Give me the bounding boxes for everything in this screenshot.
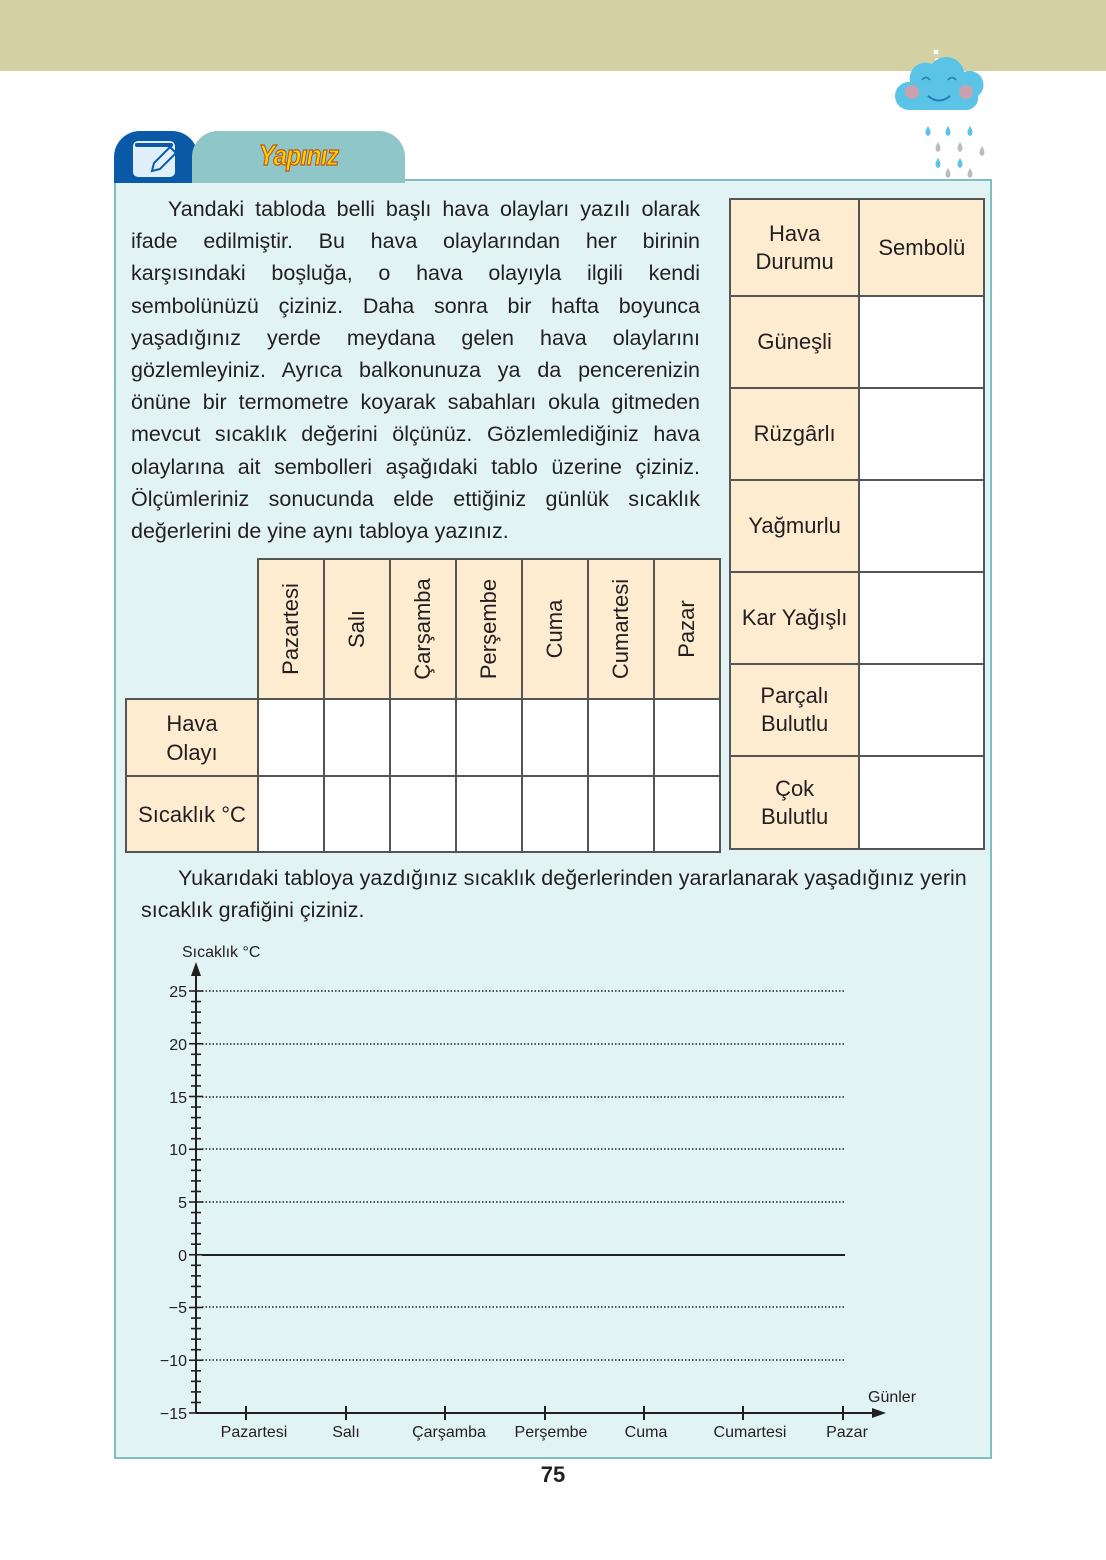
graph-instructions: Yukarıdaki tabloya yazdığınız sıcaklık değerlerinden yararlanarak yaşadığınız yerin sıcaklık grafiğini çiziniz. [141,866,967,922]
y-tick-label: 5 [178,1195,187,1212]
symbol-cell[interactable] [859,572,984,664]
temperature-cell[interactable] [588,776,654,852]
symbol-cell[interactable] [859,388,984,480]
weather-symbol-table [729,198,985,850]
day-header: Pazartesi [258,559,324,699]
symbol-cell[interactable] [859,480,984,572]
weekly-observation-table [125,558,721,853]
section-title-tab [192,131,405,183]
section-title: Yapınız [258,140,339,172]
symbol-cell[interactable] [859,296,984,388]
instructions-paragraph: Yandaki tabloda belli başlı hava olayları yazılı olarak ifade edilmiştir. Bu hava olaylarından her birinin karşısındaki boşluğa, o hava olayıyla ilgili kendi sembolünüzü çiziniz. Daha sonra bir hafta boyunca yaşadığınız yerde meydana gelen hava olaylarını gözlemleyiniz. Ayrıca balkonunuza ya da pencerenizin önüne bir termometre koyarak sabahları okula gitmeden mevcut sıcaklık değerini ölçünüz. Gözlemlediğiniz hava olaylarına ait sembolleri aşağıdaki tablo üzerine çiziniz. Ölçümleriniz sonucunda elde ettiğiniz günlük sıcaklık değerlerini de yine aynı tabloya yazınız. [131,197,700,544]
x-tick-label: Cuma [624,1424,668,1441]
y-axis-label: Sıcaklık °C [182,944,261,961]
y-tick-label: 20 [169,1037,187,1054]
row-label-temperature: Sıcaklık °C [126,776,258,852]
y-tick-label: −10 [159,1353,187,1370]
y-tick-label: 25 [169,984,187,1001]
y-tick-label: 15 [169,1090,187,1107]
x-tick-label: Salı [332,1424,360,1441]
day-header: Cumartesi [588,559,654,699]
smiling-rain-cloud-icon [890,40,990,180]
x-tick-label: Cumartesi [713,1424,787,1441]
page-number: 75 [540,1462,566,1487]
y-tick-label: −15 [159,1406,187,1423]
section-icon-tab [114,131,198,183]
symbol-cell[interactable] [859,664,984,756]
day-header: Pazar [654,559,720,699]
temperature-cell[interactable] [258,776,324,852]
weather-cell[interactable] [390,699,456,776]
header-symbol: Sembolü [859,199,984,296]
temperature-cell[interactable] [390,776,456,852]
weather-cell[interactable] [522,699,588,776]
weather-label: Rüzgârlı [730,388,859,480]
weather-label: Kar Yağışlı [730,572,859,664]
row-label-weather: Hava Olayı [126,699,258,776]
y-axis-arrow-icon [191,962,201,976]
y-minor-ticks [189,991,203,1413]
y-tick-label: −5 [168,1300,187,1317]
header-weather: Hava Durumu [730,199,859,296]
x-tick-label: Pazartesi [220,1424,288,1441]
weather-cell[interactable] [654,699,720,776]
temperature-cell[interactable] [324,776,390,852]
pencil-notebook-icon [114,131,198,183]
temperature-cell[interactable] [654,776,720,852]
temperature-line-chart[interactable] [140,935,940,1455]
day-header: Perşembe [456,559,522,699]
x-tick-label: Pazar [826,1424,868,1441]
axes [191,962,886,1418]
gridlines [202,991,845,1360]
weather-label: Güneşli [730,296,859,388]
temperature-cell[interactable] [522,776,588,852]
weather-cell[interactable] [456,699,522,776]
day-header: Cuma [522,559,588,699]
x-axis-label: Günler [868,1389,917,1406]
y-tick-label: 0 [178,1248,187,1265]
weather-label: Çok Bulutlu [730,756,859,849]
symbol-cell[interactable] [859,756,984,849]
temperature-cell[interactable] [456,776,522,852]
weather-label: Yağmurlu [730,480,859,572]
x-tick-label: Çarşamba [412,1424,486,1441]
table-corner [126,559,258,699]
weather-cell[interactable] [258,699,324,776]
weather-cell[interactable] [324,699,390,776]
day-header: Salı [324,559,390,699]
x-axis-arrow-icon [872,1408,886,1418]
day-header: Çarşamba [390,559,456,699]
y-tick-label: 10 [169,1142,187,1159]
x-tick-label: Perşembe [514,1424,588,1441]
weather-label: Parçalı Bulutlu [730,664,859,756]
weather-cell[interactable] [588,699,654,776]
